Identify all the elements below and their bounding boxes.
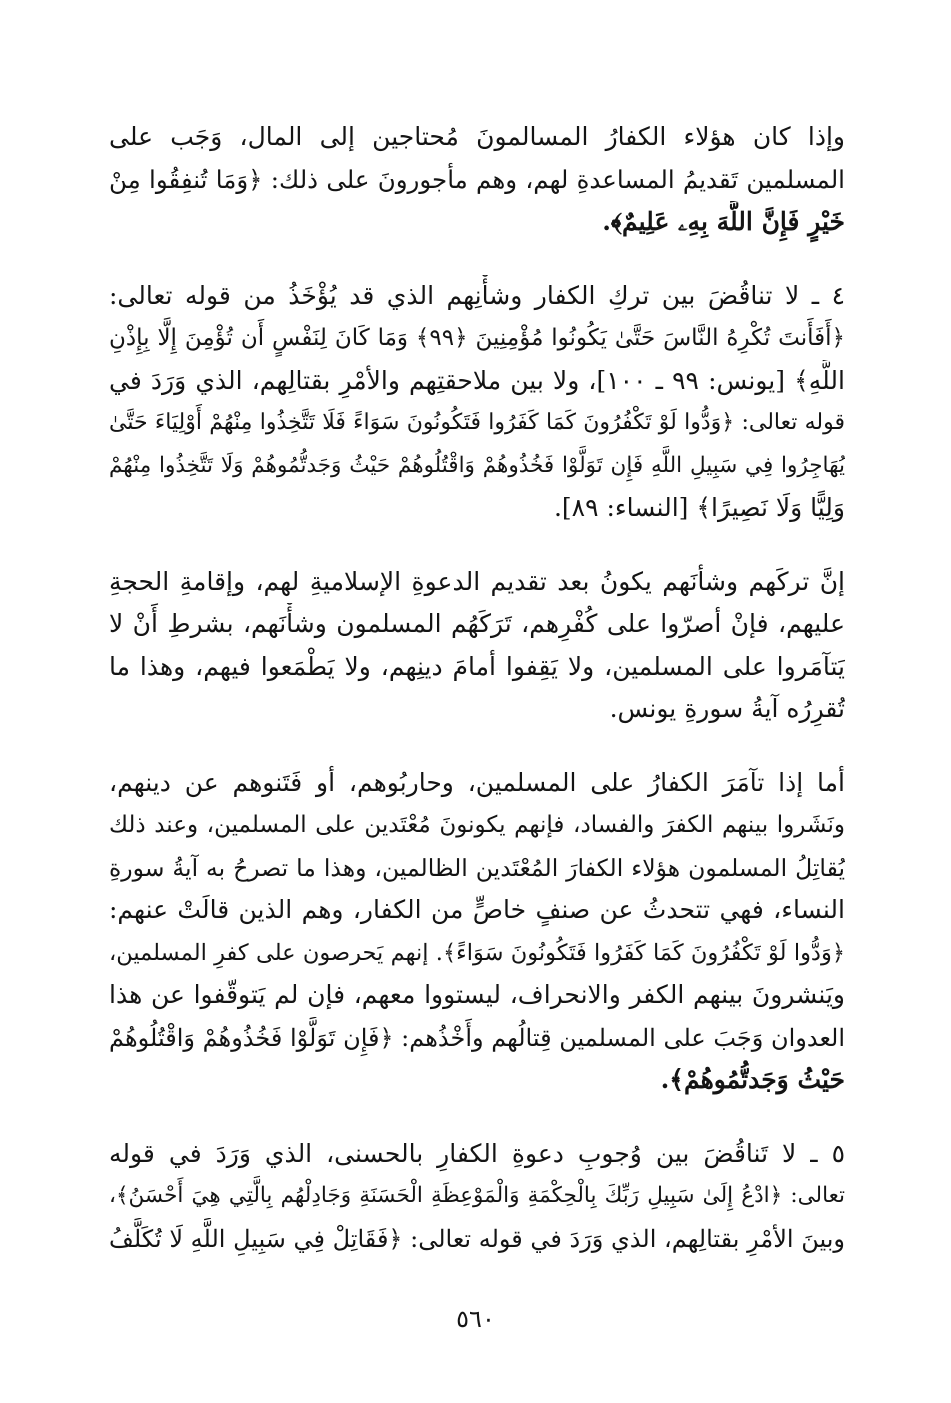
text-line: ﴿وَدُّوا لَوْ تَكْفُرُونَ كَمَا كَفَرُوا فَتَكُونُونَ سَوَاءً﴾. إنهم يَحرصون على كفرِ المسلمين، <box>109 939 845 966</box>
text-line: تُقرِرُه آيةُ سورةِ يونس. <box>609 694 845 723</box>
paragraph-support-peaceful-nonbelievers <box>109 116 845 244</box>
paragraph-leaving-them <box>109 561 845 731</box>
text-line: تعالى: ﴿ادْعُ إِلَىٰ سَبِيلِ رَبِّكَ بِالْحِكْمَةِ وَالْمَوْعِظَةِ الْحَسَنَةِ وَجَادِلْهُم بِالَّتِي هِيَ أَحْسَنُ﴾، <box>109 1183 845 1208</box>
text-line: عليهم، فإنْ أصرّوا على كُفْرِهم، تَرَكَهُم المسلمون وشأْنَهم، بشرطِ أَنْ لا <box>109 609 845 638</box>
text-line: المسلمين تَقديمُ المساعدةِ لهم، وهم مأجورونَ على ذلك: ﴿وَمَا تُنفِقُوا مِنْ <box>109 164 845 194</box>
paragraph-point-5 <box>109 1133 845 1261</box>
text-line: إنَّ تركَهم وشأنَهم يكونُ بعد تقديم الدعوةِ الإسلاميةِ لهم، وإقامةِ الحجةِ <box>109 566 845 596</box>
text-line: اللَّهِ﴾ [يونس: ٩٩ ـ ١٠٠]، ولا بين ملاحقتِهم والأمْرِ بقتالِهم، الذي وَرَدَ في <box>109 365 845 395</box>
page-number: ٥٦٠ <box>456 1305 495 1333</box>
text-line: حَيْثُ وَجَدتُّمُوهُمْ﴾. <box>660 1065 845 1094</box>
text-line: العدوان وَجَبَ على المسلمين قِتالُهم وأَخْذُهم: ﴿فَإِن تَوَلَّوْا فَخُذُوهُمْ وَاقْتُلُوهُمْ <box>109 1023 845 1052</box>
text-line: وبينَ الأمْرِ بقتالِهم، الذي وَرَدَ في قوله تعالى: ﴿فَقَاتِلْ فِي سَبِيلِ اللَّهِ لَا تُكَلَّفُ <box>109 1224 845 1253</box>
text-line: قوله تعالى: ﴿وَدُّوا لَوْ تَكْفُرُونَ كَمَا كَفَرُوا فَتَكُونُونَ سَوَاءً فَلَا تَتَّخِذُوا مِنْهُمْ أَوْلِيَاءَ حَتَّىٰ <box>109 410 845 435</box>
text-line: يَتآمَروا على المسلمين، ولا يَقِفوا أمامَ دينِهم، ولا يَطْمَعوا فيهم، وهذا ما <box>109 651 845 681</box>
text-line: ٤ ـ لا تناقُضَ بين تركِ الكفار وشأْنِهم الذي قد يُؤْخَذُ من قوله تعالى: <box>109 280 845 310</box>
text-line: وَلِيًّا وَلَا نَصِيرًا﴾ [النساء: ٨٩]. <box>553 493 845 522</box>
text-line: وإذا كان هؤلاء الكفارُ المسالمونَ مُحتاجين إلى المال، وَجَب على <box>109 122 845 151</box>
text-line: خَيْرٍ فَإِنَّ اللَّهَ بِهِۦ عَلِيمٌ﴾. <box>602 207 845 236</box>
text-line: يُقاتِلُ المسلمون هؤلاء الكفارَ المُعْتَدين الظالمين، وهذا ما تصرحُ به آيةُ سورةِ <box>109 853 845 882</box>
paragraph-point-4 <box>109 275 845 530</box>
text-line: ويَنشرونَ بينهم الكفر والانحراف، ليستووا معهم، فإن لم يَتوقّفوا عن هذا <box>109 980 845 1009</box>
page-body <box>109 116 845 1291</box>
text-line: ﴿أَفَأَنتَ تُكْرِهُ النَّاسَ حَتَّىٰ يَكُونُوا مُؤْمِنِينَ ﴿٩٩﴾ وَمَا كَانَ لِنَفْسٍ أَن تُؤْمِنَ إِلَّا بِإِذْنِ <box>109 325 845 351</box>
text-line: ٥ ـ لا تَناقُضَ بين وُجوبِ دعوةِ الكفارِ بالحسنى، الذي وَرَدَ في قوله <box>109 1138 845 1168</box>
paragraph-conspiring-nonbelievers <box>109 762 845 1102</box>
text-line: يُهَاجِرُوا فِي سَبِيلِ اللَّهِ فَإِن تَوَلَّوْا فَخُذُوهُمْ وَاقْتُلُوهُمْ حَيْثُ وَجَدتُّمُوهُمْ وَلَا تَتَّخِذُوا مِنْهُمْ <box>109 452 845 478</box>
text-line: ونَشَروا بينهم الكفرَ والفساد، فإنهم يكونونَ مُعْتَدين على المسلمين، وعند ذلك <box>109 812 845 838</box>
text-line: النساء، فهي تتحدثُ عن صنفٍ خاصٍّ من الكفار، وهم الذين قالَتْ عنهم: <box>109 895 845 924</box>
text-line: أما إذا تآمَرَ الكفارُ على المسلمين، وحاربُوهم، أو فَتَنوهم عن دينهم، <box>109 767 845 797</box>
